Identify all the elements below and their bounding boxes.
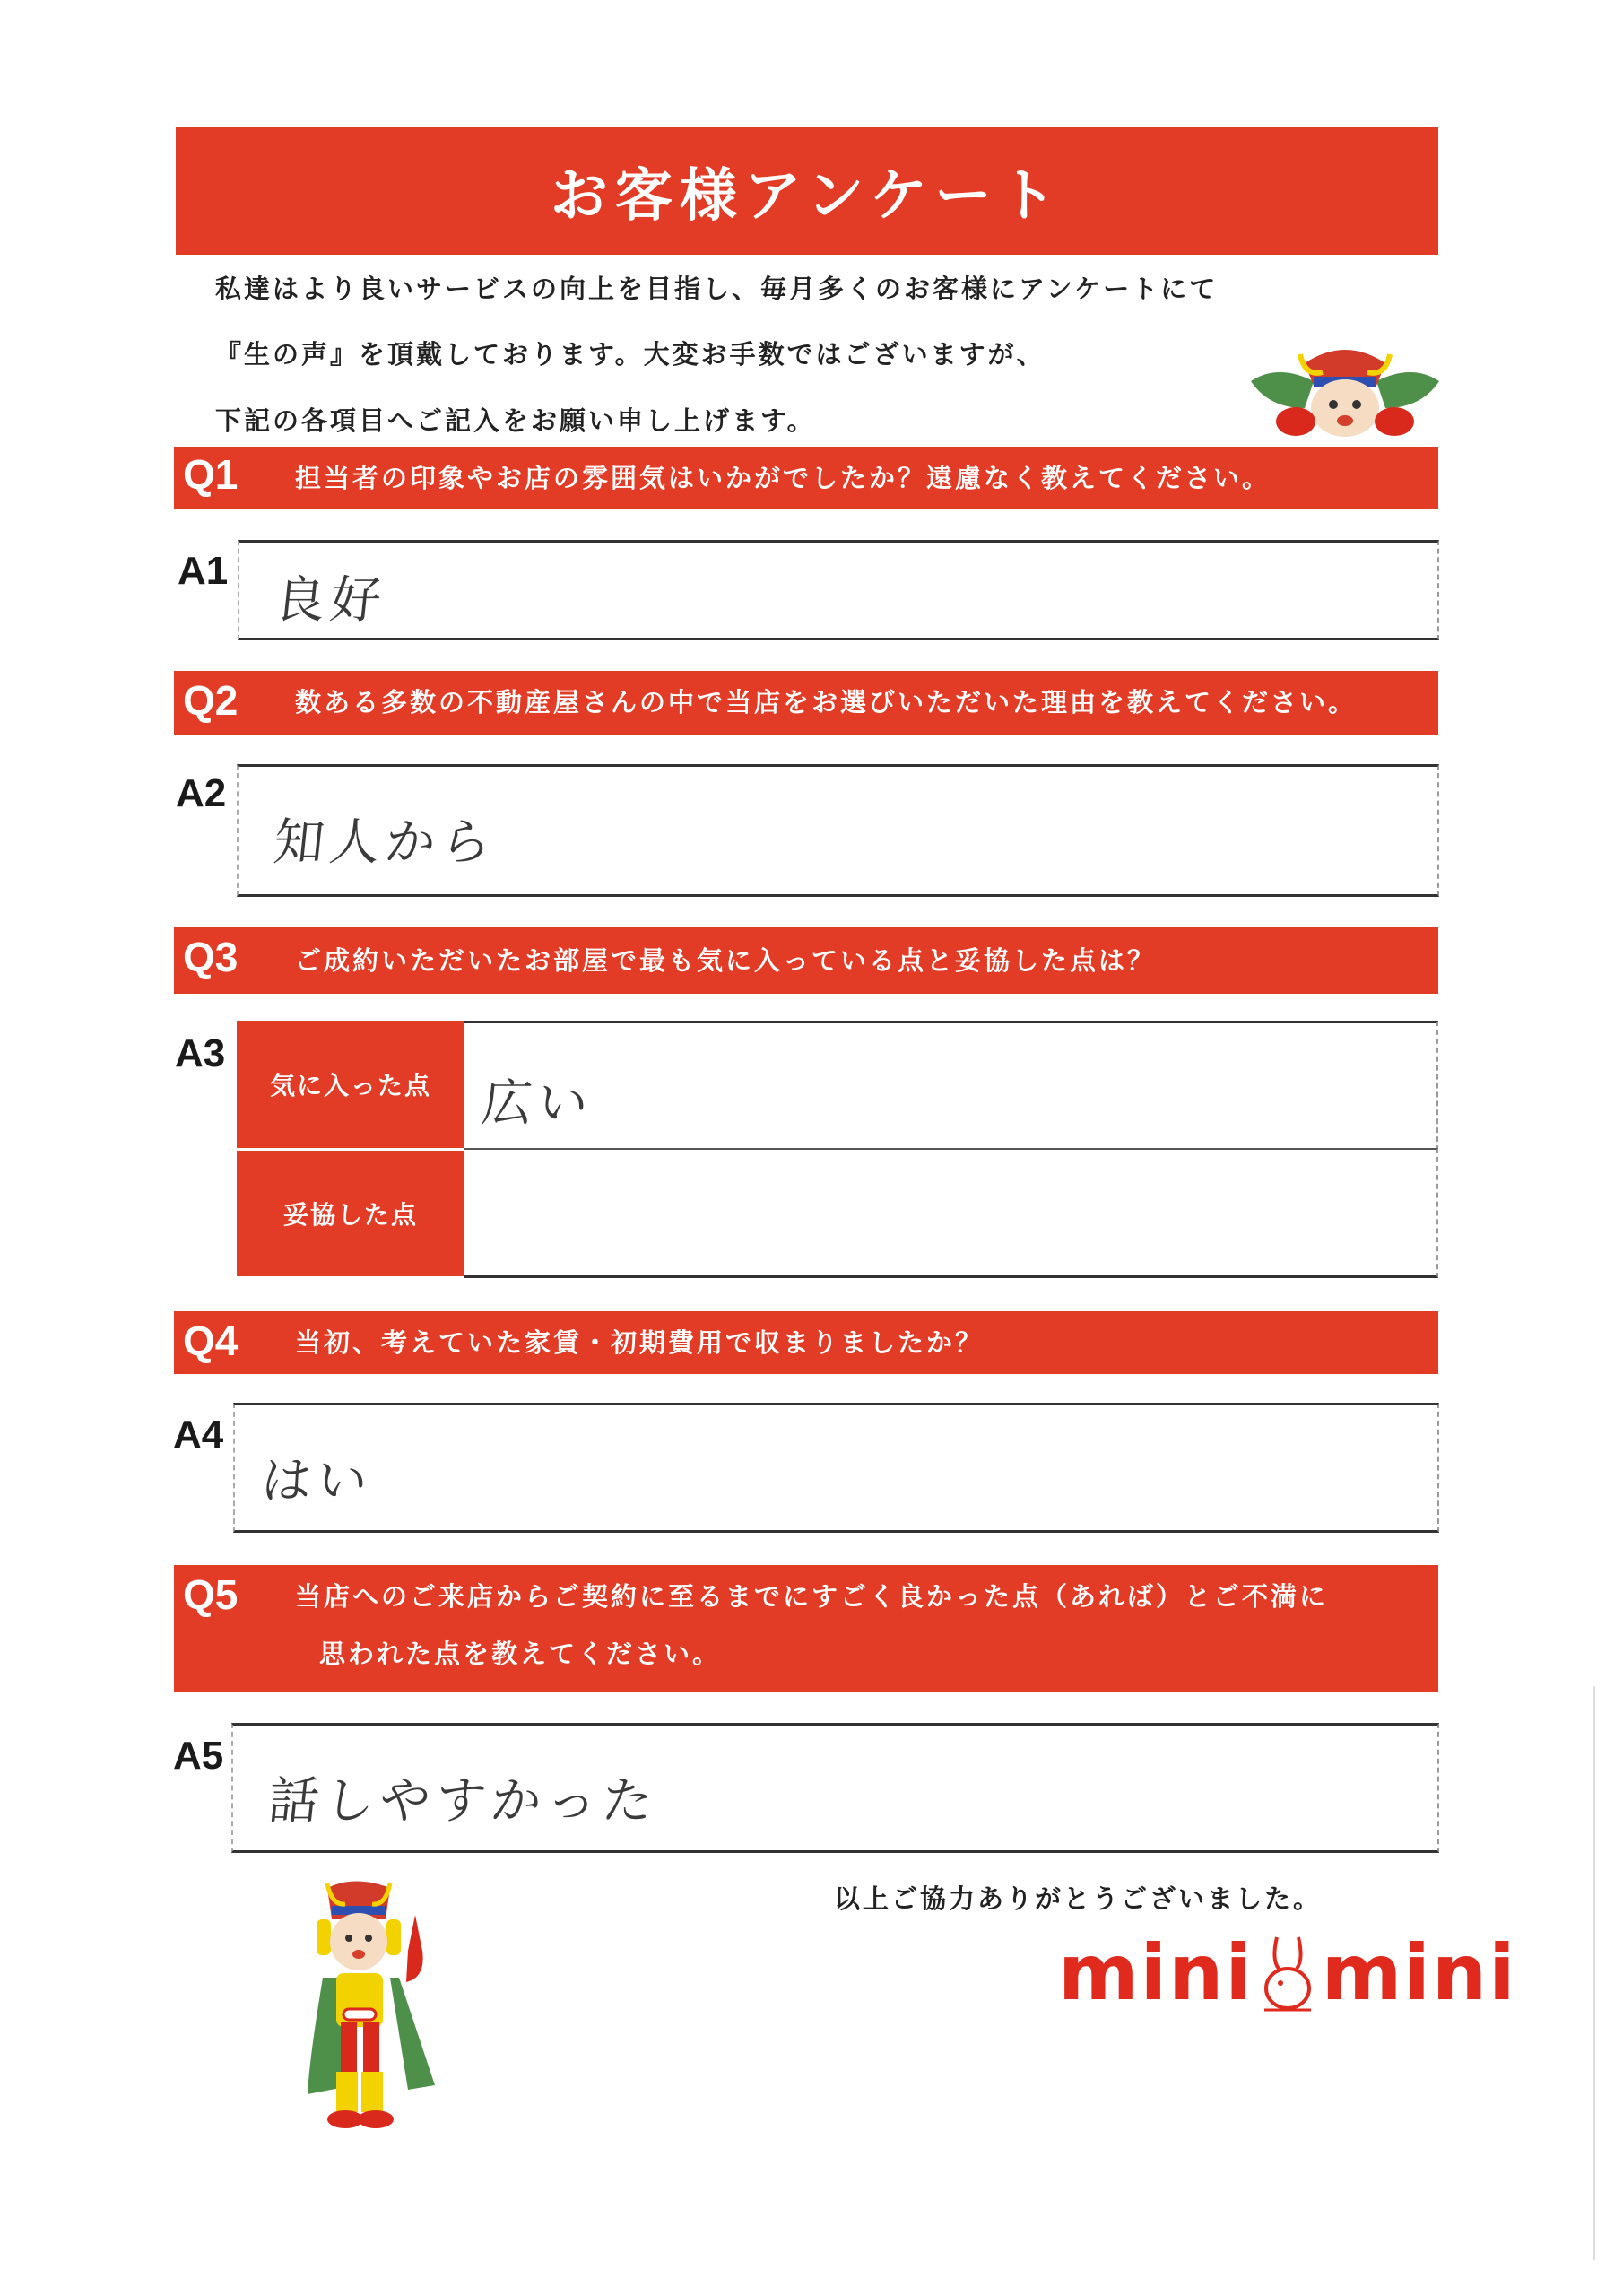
answer-field-a3-liked[interactable] xyxy=(464,1021,1438,1151)
answer-field-a3-compromise[interactable] xyxy=(464,1148,1438,1278)
answer-field-a4[interactable] xyxy=(233,1403,1439,1533)
answer-field-a1[interactable] xyxy=(238,540,1439,640)
mascot-full-body-icon xyxy=(300,1879,453,2139)
question-bar-q2 xyxy=(174,671,1438,735)
question-number: Q4 xyxy=(183,1318,239,1364)
question-number: Q2 xyxy=(183,677,239,724)
answer-value: はい xyxy=(258,1452,376,1510)
answer-label-a4: A4 xyxy=(173,1413,224,1457)
question-number: Q5 xyxy=(183,1571,239,1618)
question-text: 数ある多数の不動産屋さんの中で当店をお選びいただいた理由を教えてください。 xyxy=(295,687,1358,718)
intro-line-1: 私達はより良いサービスの向上を目指し、毎月多くのお客様にアンケートにて xyxy=(215,274,1219,304)
answer-label-a3: A3 xyxy=(175,1031,226,1075)
answer-label-a2: A2 xyxy=(176,771,227,815)
question-text: 当初、考えていた家賃・初期費用で収まりましたか？ xyxy=(295,1327,985,1358)
question-number: Q3 xyxy=(183,934,239,980)
rabbit-icon xyxy=(1259,1933,1316,2013)
question-bar-q4 xyxy=(174,1311,1438,1374)
intro-line-3: 下記の各項目へご記入をお願い申し上げます。 xyxy=(215,405,816,436)
page-title: お客様アンケート xyxy=(550,163,1064,230)
question-text: ご成約いただいたお部屋で最も気に入っている点と妥協した点は？ xyxy=(295,945,1157,976)
answer-value: 良好 xyxy=(272,571,389,630)
question-bar-q1 xyxy=(174,447,1438,509)
a3-liked-label: 気に入った点 xyxy=(269,1071,431,1100)
answer-value: 広い xyxy=(479,1074,596,1133)
question-text-line-1: 当店へのご来店からご契約に至るまでにすごく良かった点（あれば）とご不満に xyxy=(295,1581,1329,1612)
answer-field-a2[interactable] xyxy=(237,764,1439,897)
question-bar-q3 xyxy=(174,927,1438,994)
question-bar-q5 xyxy=(174,1565,1438,1692)
answer-value: 知人から xyxy=(271,813,499,872)
scan-edge-line xyxy=(1593,1686,1595,2260)
title-banner xyxy=(176,127,1438,255)
a3-compromise-label-cell xyxy=(237,1151,464,1276)
logo-text-left: mini xyxy=(1058,1928,1254,2018)
question-number: Q1 xyxy=(183,451,239,498)
minimini-logo xyxy=(1058,1928,1517,2018)
logo-text-right: mini xyxy=(1321,1928,1517,2018)
answer-label-a1: A1 xyxy=(178,549,229,593)
a3-liked-label-cell xyxy=(237,1021,464,1148)
thanks-message: 以上ご協力ありがとうございました。 xyxy=(834,1883,1323,1914)
answer-label-a5: A5 xyxy=(173,1734,224,1778)
a3-compromise-label: 妥協した点 xyxy=(282,1200,418,1230)
question-text: 担当者の印象やお店の雰囲気はいかがでしたか？遠慮なく教えてください。 xyxy=(295,463,1271,493)
answer-field-a5[interactable] xyxy=(231,1723,1439,1853)
mascot-head-icon xyxy=(1242,345,1448,444)
intro-line-2: 『生の声』を頂戴しております。大変お手数ではございますが、 xyxy=(215,339,1046,370)
question-text-line-2: 思われた点を教えてください。 xyxy=(319,1639,722,1669)
answer-value: 話しやすかった xyxy=(265,1772,661,1831)
